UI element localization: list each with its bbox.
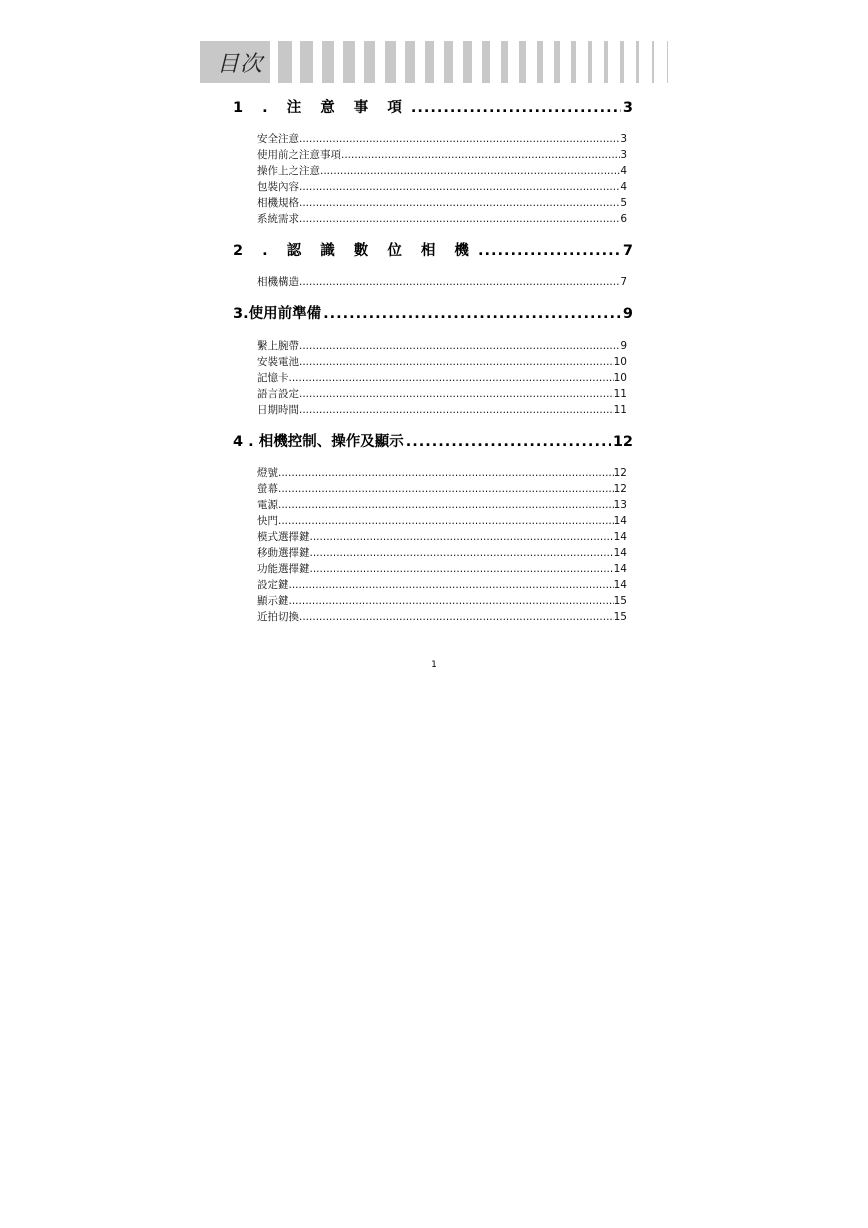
entry-label: 記憶卡 (257, 372, 289, 384)
header-stripe (278, 41, 292, 83)
entry-page: 14 (613, 579, 627, 591)
toc-entry[interactable] (257, 402, 627, 417)
entry-page: 13 (613, 499, 627, 511)
leader-dots (310, 563, 614, 575)
entry-label: 安裝電池 (257, 356, 299, 368)
header-stripe (501, 41, 508, 83)
toc-entry[interactable] (257, 163, 627, 178)
header-stripe (537, 41, 543, 83)
entry-page: 15 (613, 595, 627, 607)
entry-page: 11 (613, 388, 627, 400)
header-stripes (270, 41, 674, 83)
entry-page: 4 (620, 181, 627, 193)
toc-chapter-3[interactable] (233, 302, 633, 324)
chapter-page: 7 (622, 243, 633, 259)
leader-dots (320, 165, 620, 177)
header-stripe (405, 41, 415, 83)
entry-page: 12 (613, 467, 627, 479)
entry-label: 繫上腕帶 (257, 340, 299, 352)
leader-dots (299, 213, 620, 225)
entry-label: 設定鍵 (257, 579, 289, 591)
entry-page: 14 (613, 563, 627, 575)
toc-chapter-4[interactable] (233, 430, 633, 452)
entry-label: 安全注意 (257, 133, 299, 145)
entry-label: 顯示鍵 (257, 595, 289, 607)
header-stripe (588, 41, 592, 83)
header-stripe (636, 41, 639, 83)
header-stripe (620, 41, 623, 83)
entry-label: 電源 (257, 499, 278, 511)
toc-entry[interactable] (257, 147, 627, 162)
leader-dots (323, 306, 621, 322)
entry-label: 使用前之注意事項 (257, 149, 341, 161)
entry-page: 14 (613, 515, 627, 527)
toc-entry[interactable] (257, 561, 627, 576)
header-stripe (425, 41, 435, 83)
entry-label: 相機規格 (257, 197, 299, 209)
header-stripe (343, 41, 355, 83)
leader-dots (289, 595, 614, 607)
leader-dots (278, 467, 614, 479)
leader-dots (299, 276, 620, 288)
entry-page: 15 (613, 611, 627, 623)
header-stripe (519, 41, 526, 83)
toc-entry[interactable] (257, 497, 627, 512)
header-stripe (482, 41, 490, 83)
toc-entry[interactable] (257, 481, 627, 496)
toc-entry[interactable] (257, 529, 627, 544)
leader-dots (278, 515, 614, 527)
header-stripe (364, 41, 376, 83)
toc-entry[interactable] (257, 211, 627, 226)
entry-page: 14 (613, 531, 627, 543)
toc-entry[interactable] (257, 593, 627, 608)
header-stripe (322, 41, 335, 83)
toc-entry[interactable] (257, 338, 627, 353)
toc-entry[interactable] (257, 195, 627, 210)
entry-label: 螢幕 (257, 483, 278, 495)
entry-label: 系統需求 (257, 213, 299, 225)
page-title: 目次 (217, 52, 264, 77)
header-stripe (444, 41, 453, 83)
entry-page: 6 (620, 213, 627, 225)
toc-entry[interactable] (257, 131, 627, 146)
entry-page: 10 (613, 356, 627, 368)
toc-header-band (200, 41, 674, 83)
chapter-label: 1 . 注 意 事 項 (233, 100, 409, 116)
toc-entry[interactable] (257, 274, 627, 289)
entry-page: 3 (620, 149, 627, 161)
leader-dots (411, 100, 621, 116)
toc-entry[interactable] (257, 179, 627, 194)
entry-page: 12 (613, 483, 627, 495)
entry-label: 包裝內容 (257, 181, 299, 193)
header-stripe (571, 41, 576, 83)
toc-chapter-2[interactable] (233, 239, 633, 261)
chapter-page: 12 (612, 434, 633, 450)
header-stripe (652, 41, 654, 83)
leader-dots (299, 133, 620, 145)
entry-label: 快門 (257, 515, 278, 527)
leader-dots (299, 197, 620, 209)
leader-dots (310, 531, 614, 543)
toc-entry[interactable] (257, 465, 627, 480)
leader-dots (310, 547, 614, 559)
header-stripe (667, 41, 668, 83)
chapter-label: 3.使用前準備 (233, 306, 322, 322)
page-number: 1 (431, 660, 437, 670)
leader-dots (299, 181, 620, 193)
header-stripe (604, 41, 608, 83)
chapter-label: 2 . 認 識 數 位 相 機 (233, 243, 476, 259)
leader-dots (289, 372, 614, 384)
entry-label: 近拍切換 (257, 611, 299, 623)
toc-entry[interactable] (257, 577, 627, 592)
entry-page: 11 (613, 404, 627, 416)
leader-dots (299, 340, 620, 352)
toc-entry[interactable] (257, 545, 627, 560)
toc-entry[interactable] (257, 609, 627, 624)
entry-label: 燈號 (257, 467, 278, 479)
entry-page: 3 (620, 133, 627, 145)
header-stripe (385, 41, 396, 83)
entry-label: 操作上之注意 (257, 165, 320, 177)
entry-page: 10 (613, 372, 627, 384)
leader-dots (299, 356, 614, 368)
entry-label: 語言設定 (257, 388, 299, 400)
entry-label: 日期時間 (257, 404, 299, 416)
leader-dots (278, 499, 614, 511)
entry-page: 5 (620, 197, 627, 209)
header-stripe (463, 41, 472, 83)
leader-dots (299, 611, 614, 623)
leader-dots (278, 483, 614, 495)
entry-label: 相機構造 (257, 276, 299, 288)
leader-dots (341, 149, 620, 161)
leader-dots (478, 243, 621, 259)
entry-page: 7 (620, 276, 627, 288)
toc-entry[interactable] (257, 370, 627, 385)
header-stripe (554, 41, 560, 83)
leader-dots (406, 434, 611, 450)
chapter-page: 9 (622, 306, 633, 322)
entry-label: 模式選擇鍵 (257, 531, 310, 543)
header-stripe (300, 41, 313, 83)
toc-chapter-1[interactable] (233, 96, 633, 118)
toc-entry[interactable] (257, 386, 627, 401)
leader-dots (289, 579, 614, 591)
toc-entry[interactable] (257, 513, 627, 528)
entry-page: 4 (620, 165, 627, 177)
entry-page: 14 (613, 547, 627, 559)
toc-entry[interactable] (257, 354, 627, 369)
leader-dots (299, 388, 614, 400)
entry-label: 移動選擇鍵 (257, 547, 310, 559)
chapter-page: 3 (622, 100, 633, 116)
entry-page: 9 (620, 340, 627, 352)
entry-label: 功能選擇鍵 (257, 563, 310, 575)
chapter-label: 4 . 相機控制、操作及顯示 (233, 434, 404, 450)
leader-dots (299, 404, 614, 416)
